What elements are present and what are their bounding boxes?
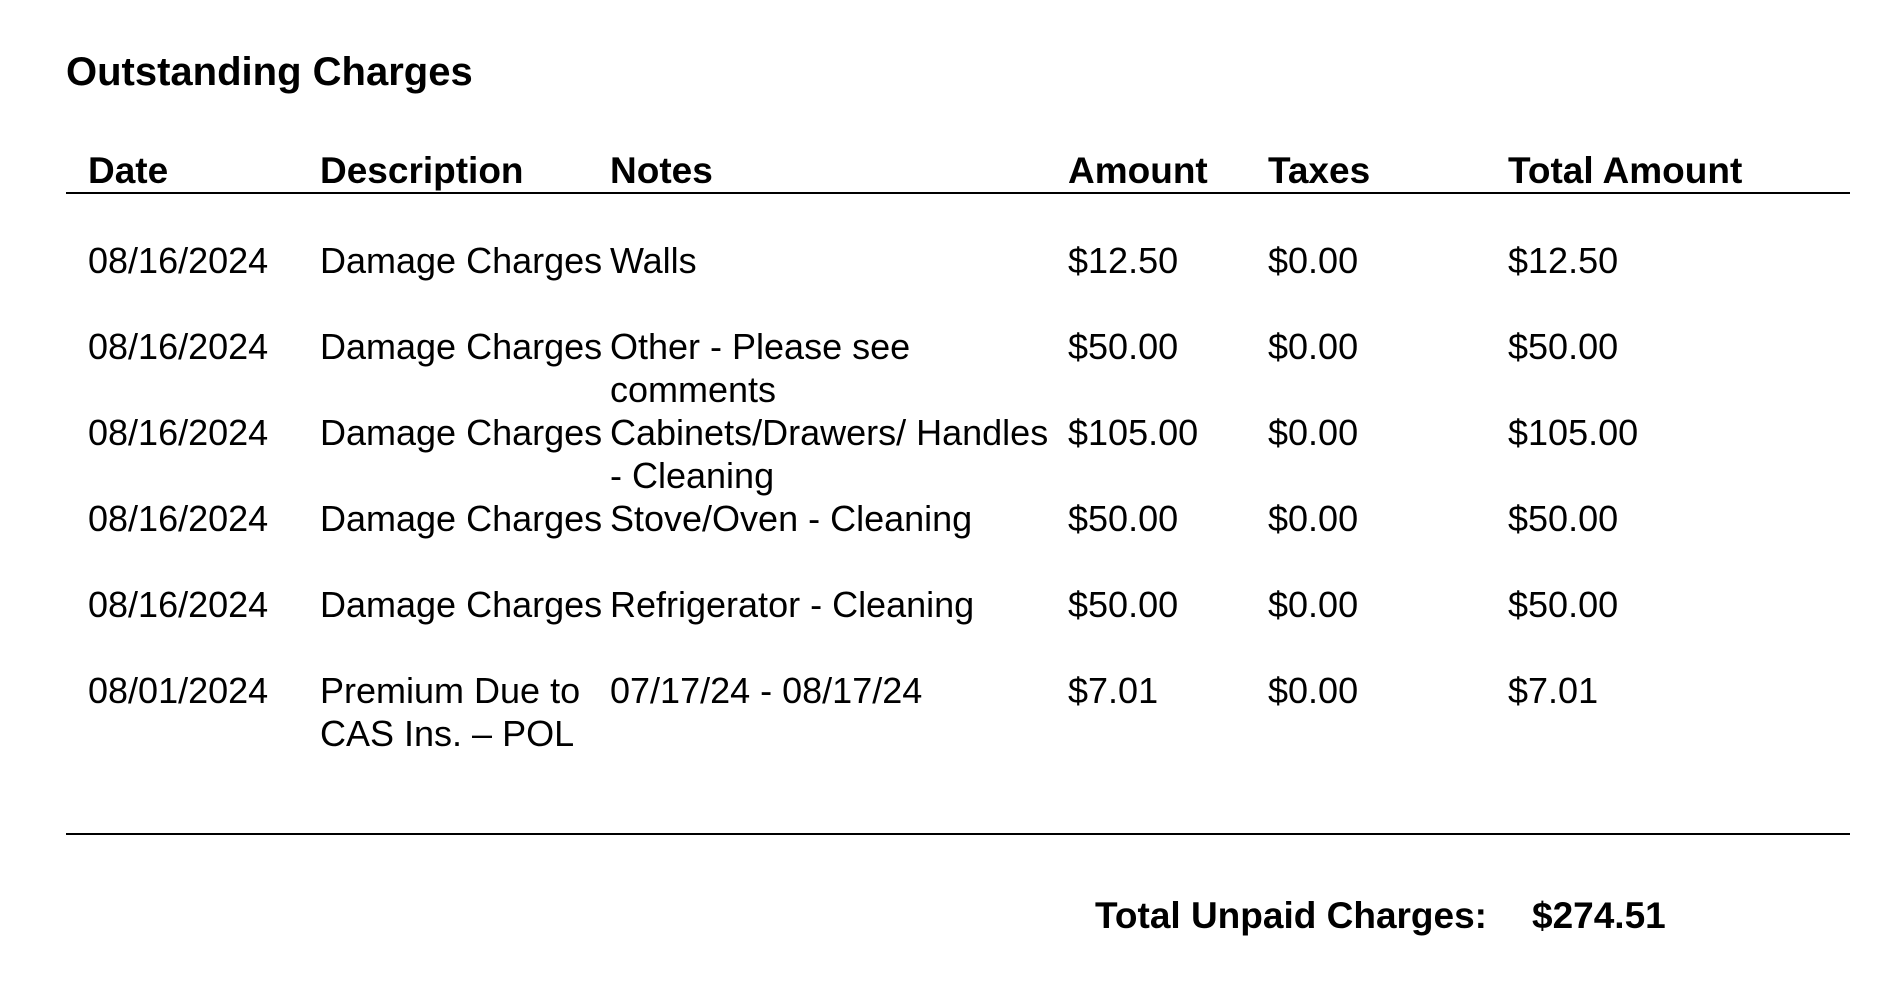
cell-amount: $7.01 xyxy=(1068,670,1159,711)
table-row xyxy=(66,325,1850,411)
cell-amount: $50.00 xyxy=(1068,326,1179,367)
cell-amount: $50.00 xyxy=(1068,584,1179,625)
cell-total-amount: $12.50 xyxy=(1508,240,1619,281)
column-header-notes: Notes xyxy=(610,150,1068,193)
cell-notes: Walls xyxy=(610,240,697,281)
cell-description: Damage Charges xyxy=(320,326,603,367)
table-row xyxy=(66,411,1850,497)
cell-amount: $12.50 xyxy=(1068,240,1179,281)
cell-date: 08/01/2024 xyxy=(88,670,269,711)
column-header-amount: Amount xyxy=(1068,150,1268,193)
cell-description: Damage Charges xyxy=(320,240,603,281)
cell-notes: Stove/Oven - Cleaning xyxy=(610,498,973,539)
cell-amount: $105.00 xyxy=(1068,412,1199,453)
cell-description: Premium Due to CAS Ins. – POL xyxy=(320,670,581,754)
cell-date: 08/16/2024 xyxy=(88,326,269,367)
cell-notes: 07/17/24 - 08/17/24 xyxy=(610,670,923,711)
table-header-row xyxy=(66,150,1850,193)
table-bottom-rule xyxy=(66,798,1850,834)
cell-date: 08/16/2024 xyxy=(88,584,269,625)
total-unpaid-value: $274.51 xyxy=(1532,895,1666,936)
cell-total-amount: $50.00 xyxy=(1508,498,1619,539)
cell-taxes: $0.00 xyxy=(1268,240,1359,281)
cell-taxes: $0.00 xyxy=(1268,670,1359,711)
cell-description: Damage Charges xyxy=(320,412,603,453)
outstanding-charges-table xyxy=(66,150,1850,835)
column-header-taxes: Taxes xyxy=(1268,150,1508,193)
total-summary xyxy=(0,893,1902,939)
table-row xyxy=(66,583,1850,669)
table-row xyxy=(66,669,1850,798)
cell-date: 08/16/2024 xyxy=(88,498,269,539)
cell-date: 08/16/2024 xyxy=(88,240,269,281)
page-title: Outstanding Charges xyxy=(66,50,473,94)
column-header-description: Description xyxy=(320,150,610,193)
cell-notes: Cabinets/Drawers/ Handles - Cleaning xyxy=(610,412,1049,496)
cell-total-amount: $105.00 xyxy=(1508,412,1639,453)
total-unpaid-label: Total Unpaid Charges: xyxy=(1095,895,1487,936)
cell-notes: Refrigerator - Cleaning xyxy=(610,584,975,625)
table-row xyxy=(66,239,1850,325)
cell-taxes: $0.00 xyxy=(1268,498,1359,539)
column-header-date: Date xyxy=(66,150,320,193)
cell-amount: $50.00 xyxy=(1068,498,1179,539)
cell-taxes: $0.00 xyxy=(1268,412,1359,453)
cell-date: 08/16/2024 xyxy=(88,412,269,453)
table-row xyxy=(66,497,1850,583)
column-header-total-amount: Total Amount xyxy=(1508,150,1850,193)
cell-total-amount: $7.01 xyxy=(1508,670,1599,711)
cell-total-amount: $50.00 xyxy=(1508,584,1619,625)
cell-description: Damage Charges xyxy=(320,498,603,539)
cell-taxes: $0.00 xyxy=(1268,584,1359,625)
cell-taxes: $0.00 xyxy=(1268,326,1359,367)
cell-total-amount: $50.00 xyxy=(1508,326,1619,367)
cell-notes: Other - Please see comments xyxy=(610,326,911,410)
cell-description: Damage Charges xyxy=(320,584,603,625)
table-top-spacer xyxy=(66,193,1850,239)
